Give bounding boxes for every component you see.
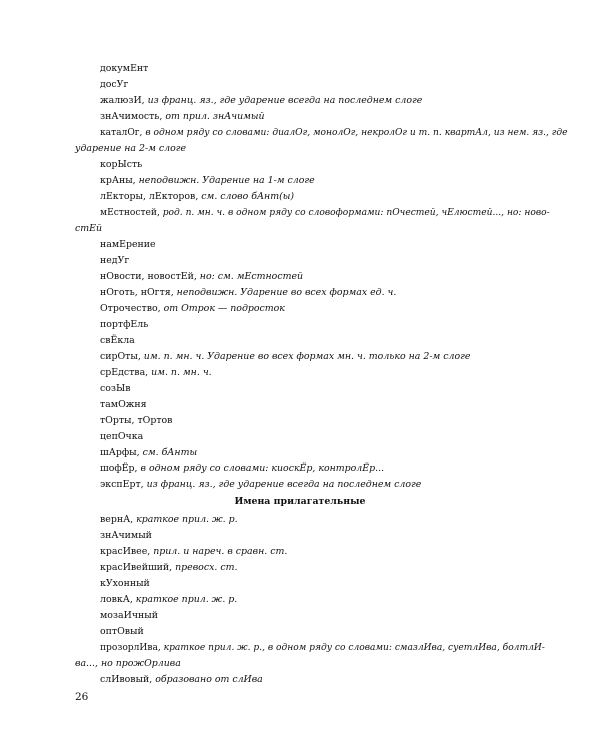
entry-line: красИвейший, превосх. ст. [100, 562, 238, 573]
entry-line: тамОжня [100, 399, 147, 410]
entry-line: знАчимый [100, 530, 152, 541]
page-number: 26 [75, 691, 89, 703]
entry-line: ловкА, краткое прил. ж. р. [100, 594, 238, 605]
entry-line: портфЕль [100, 319, 149, 330]
entry-line: шАрфы, см. бАнты [100, 447, 198, 458]
entry-line: красИвее, прил. и нареч. в сравн. ст. [100, 546, 288, 557]
entry-line: экспЕрт, из франц. яз., где ударение всегда на последнем слоге [100, 479, 422, 490]
entry-line: тОрты, тОртов [100, 415, 173, 426]
entry-line: каталОг, в одном ряду со словами: диалОг, монолОг, некролОг и т. п. квартАл, из нем. яз., где [100, 128, 568, 138]
entry-line: корЫсть [100, 159, 143, 170]
entry-line: цепОчка [100, 431, 144, 442]
entry-line-continuation: ударение на 2-м слоге [75, 143, 187, 154]
entry-line: свЁкла [100, 335, 135, 346]
entry-line: лЕкторы, лЕкторов, см. слово бАнт(ы) [100, 191, 295, 202]
entry-line: мозаИчный [100, 610, 158, 621]
entry-line: слИвовый, образовано от слИва [100, 674, 263, 685]
entry-line: знАчимость, от прил. знАчимый [100, 111, 265, 122]
entry-line: недУг [100, 255, 130, 266]
entry-line: нОвости, новостЕй, но: см. мЕстностей [100, 271, 304, 282]
entry-line-continuation: стЕй [75, 223, 103, 234]
entry-line: кУхонный [100, 578, 150, 589]
entry-line: жалюзИ, из франц. яз., где ударение всегда на последнем слоге [100, 95, 423, 106]
entry-line-continuation: ва..., но прожОрлива [75, 658, 181, 669]
entry-line: Отрочество, от Отрок — подросток [100, 303, 285, 314]
entry-line: срЕдства, им. п. мн. ч. [100, 367, 212, 378]
entry-line: досУг [100, 79, 129, 90]
entry-line: докумЕнт [100, 63, 149, 74]
entry-line: прозорлИва, краткое прил. ж. р., в одном ряду со словами: смазлИва, суетлИва, болтлИ- [100, 643, 545, 653]
entry-line: намЕрение [100, 239, 156, 250]
entry-line: сирОты, им. п. мн. ч. Ударение во всех формах мн. ч. только на 2-м слоге [100, 351, 471, 362]
section-heading-adjectives: Имена прилагательные [234, 496, 366, 507]
entry-line: созЫв [100, 383, 131, 394]
entry-line: вернА, краткое прил. ж. р. [100, 514, 238, 525]
entry-line: мЕстностей, род. п. мн. ч. в одном ряду со словоформами: пОчестей, чЕлюстей..., но: ново- [100, 208, 550, 218]
entry-line: крАны, неподвижн. Ударение на 1-м слоге [100, 175, 315, 186]
entry-line: шофЁр, в одном ряду со словами: киоскЁр, контролЁр... [100, 463, 385, 474]
entry-line: оптОвый [100, 626, 144, 637]
entry-line: нОготь, нОгтя, неподвижн. Ударение во всех формах ед. ч. [100, 287, 397, 298]
